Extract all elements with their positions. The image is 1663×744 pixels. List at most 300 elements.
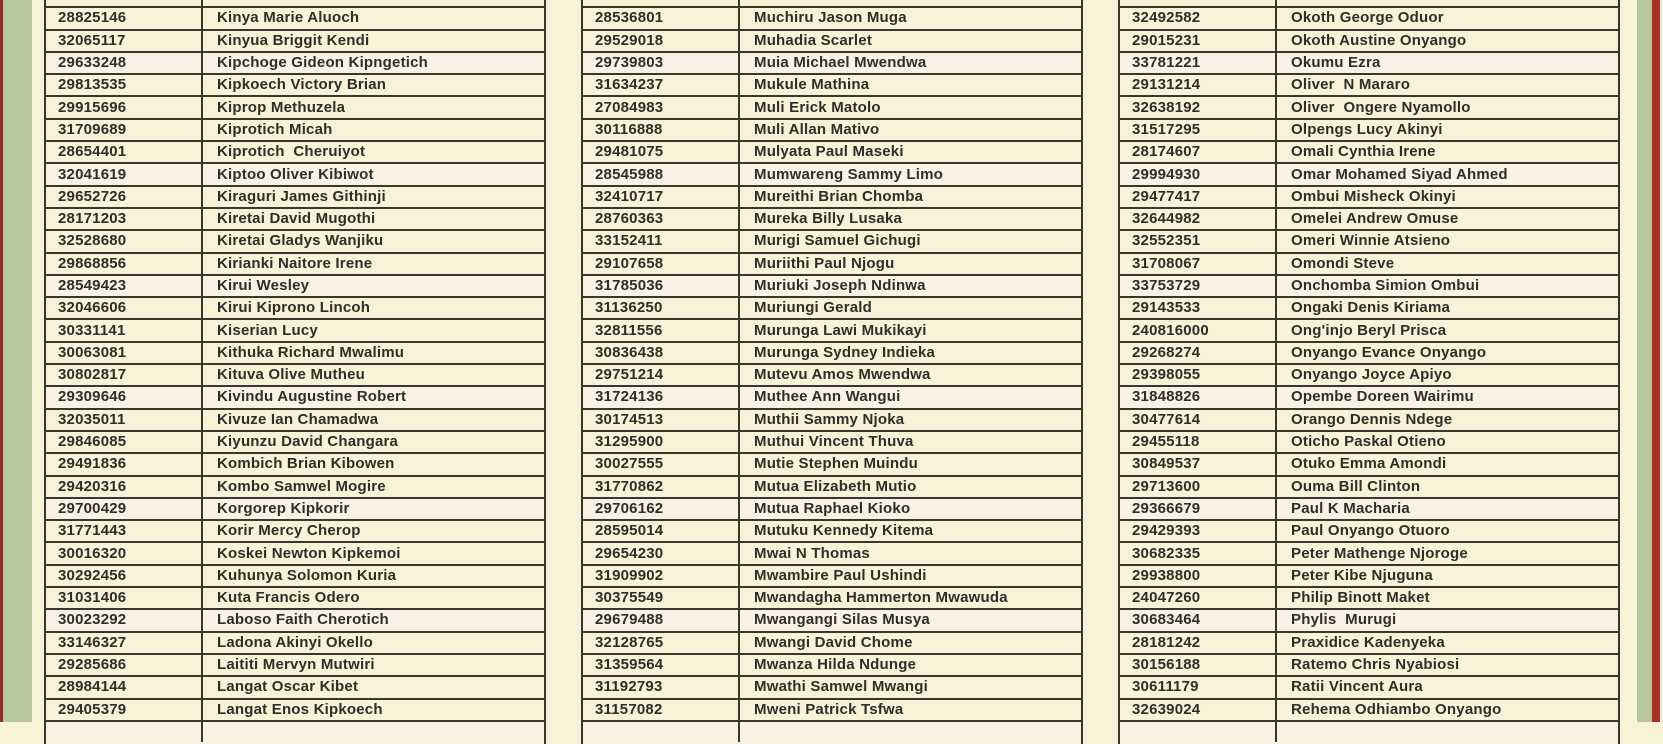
table-row: [46, 698, 544, 720]
table-row: [46, 95, 544, 117]
candidate-name-cell: Peter Mathenge Njoroge: [1291, 544, 1468, 562]
table-row: [583, 698, 1081, 720]
national-id-cell: 31634237: [583, 75, 740, 95]
page-margin-strip-left: [3, 0, 32, 722]
national-id-cell: 28595014: [583, 521, 740, 541]
candidate-name-cell: Muthui Vincent Thuva: [754, 433, 914, 451]
candidate-table-left: [44, 0, 546, 744]
national-id-cell: 32638192: [1120, 97, 1277, 117]
national-id-cell: 28825146: [46, 8, 203, 28]
candidate-name-cell: Orango Dennis Ndege: [1291, 410, 1453, 428]
national-id-cell: 32552351: [1120, 231, 1277, 251]
national-id-cell: 32811556: [583, 320, 740, 340]
national-id-cell: 29420316: [46, 477, 203, 497]
table-row: [583, 6, 1081, 28]
national-id-cell: 30016320: [46, 543, 203, 563]
candidate-name-cell: Muchiru Jason Muga: [754, 9, 907, 27]
candidate-name-cell: Laboso Faith Cherotich: [217, 611, 389, 629]
table-row: [583, 541, 1081, 563]
national-id-cell: 31136250: [583, 298, 740, 318]
candidate-name-cell: Ong'injo Beryl Prisca: [1291, 321, 1447, 339]
candidate-name-cell: Okoth Austine Onyango: [1291, 31, 1467, 49]
national-id-cell: 28171203: [46, 209, 203, 229]
table-row: [46, 452, 544, 474]
table-row-partial: [1120, 720, 1618, 742]
national-id-cell: 29107658: [583, 254, 740, 274]
candidate-name-cell: [740, 0, 1081, 6]
table-row: [583, 51, 1081, 73]
table-row: [1120, 318, 1618, 340]
table-row: [46, 73, 544, 95]
table-row: [46, 586, 544, 608]
national-id-cell: 29309646: [46, 387, 203, 407]
candidate-name-cell: Ouma Bill Clinton: [1291, 477, 1421, 495]
national-id-cell: 30174513: [583, 410, 740, 430]
table-row: [1120, 185, 1618, 207]
table-row: [1120, 274, 1618, 296]
national-id-cell: 28984144: [46, 677, 203, 697]
candidate-name-cell: Muriuki Joseph Ndinwa: [754, 277, 926, 294]
national-id-cell: 30023292: [46, 610, 203, 630]
table-row: [46, 341, 544, 363]
national-id-cell: 30802817: [46, 365, 203, 385]
candidate-name-cell: Kuta Francis Odero: [217, 589, 360, 607]
table-row: [1120, 452, 1618, 474]
table-row: [583, 564, 1081, 586]
table-row: [46, 274, 544, 296]
candidate-name-cell: Kithuka Richard Mwalimu: [217, 343, 405, 361]
national-id-cell: 29429393: [1120, 521, 1277, 541]
candidate-name-cell: Mwangi David Chome: [754, 633, 913, 651]
candidate-name-cell: Paul Onyango Otuoro: [1291, 522, 1450, 540]
candidate-name-cell: Mweni Patrick Tsfwa: [754, 700, 904, 718]
candidate-name-cell: Kombo Samwel Mogire: [217, 477, 386, 495]
table-row: [583, 95, 1081, 117]
candidate-name-cell: Mwambire Paul Ushindi: [754, 566, 927, 584]
candidate-name-cell: Ratii Vincent Aura: [1291, 678, 1423, 696]
national-id-cell: 30611179: [1120, 677, 1277, 697]
candidate-name-cell: Kiserian Lucy: [217, 321, 318, 339]
candidate-name-cell: Mwai N Thomas: [754, 544, 870, 562]
national-id-cell: 31909902: [583, 566, 740, 586]
candidate-name-cell: Okumu Ezra: [1291, 54, 1381, 72]
national-id-cell: 31770862: [583, 477, 740, 497]
candidate-name-cell: Mutua Raphael Kioko: [754, 499, 911, 517]
table-row: [1120, 475, 1618, 497]
table-row: [46, 229, 544, 251]
candidate-name-cell: Muthii Sammy Njoka: [754, 410, 905, 428]
table-row: [583, 207, 1081, 229]
table-row: [1120, 698, 1618, 720]
national-id-cell: 30027555: [583, 454, 740, 474]
table-row: [1120, 140, 1618, 162]
candidate-name-cell: Murigi Samuel Gichugi: [754, 232, 921, 250]
national-id-cell: 29131214: [1120, 75, 1277, 95]
national-id-cell: 31157082: [583, 700, 740, 720]
table-row: [583, 631, 1081, 653]
national-id-cell: 31709689: [46, 120, 203, 140]
candidate-name-cell: Mwathi Samwel Mwangi: [754, 678, 929, 696]
candidate-name-cell: Mulyata Paul Maseki: [754, 143, 904, 161]
table-row: [46, 6, 544, 28]
table-row: [46, 296, 544, 318]
candidate-name-cell: Praxidice Kadenyeka: [1291, 633, 1445, 651]
candidate-name-cell: Mwangangi Silas Musya: [754, 611, 930, 629]
candidate-name-cell: Ongaki Denis Kiriama: [1291, 299, 1451, 317]
national-id-cell: [583, 722, 740, 742]
table-row: [583, 341, 1081, 363]
national-id-cell: 29751214: [583, 365, 740, 385]
candidate-name-cell: Kivindu Augustine Robert: [217, 388, 407, 406]
candidate-name-cell: Omondi Steve: [1291, 254, 1395, 272]
table-row: [583, 497, 1081, 519]
candidate-name-cell: Kirui Wesley: [217, 277, 310, 294]
table-row: [583, 296, 1081, 318]
table-row: [1120, 608, 1618, 630]
table-row: [46, 363, 544, 385]
table-row: [46, 519, 544, 541]
national-id-cell: 28760363: [583, 209, 740, 229]
table-row-partial: [1120, 0, 1618, 6]
national-id-cell: 29143533: [1120, 298, 1277, 318]
national-id-cell: 29455118: [1120, 432, 1277, 452]
national-id-cell: [583, 0, 740, 6]
candidate-table-right: [1118, 0, 1620, 744]
table-row: [1120, 341, 1618, 363]
table-row: [1120, 541, 1618, 563]
national-id-cell: 32410717: [583, 187, 740, 207]
national-id-cell: 32041619: [46, 164, 203, 184]
table-row: [583, 274, 1081, 296]
table-row: [1120, 73, 1618, 95]
table-row: [46, 252, 544, 274]
candidate-name-cell: Onyango Evance Onyango: [1291, 343, 1487, 361]
national-id-cell: 29398055: [1120, 365, 1277, 385]
national-id-cell: 30292456: [46, 566, 203, 586]
national-id-cell: 28549423: [46, 276, 203, 296]
candidate-name-cell: Korir Mercy Cherop: [217, 522, 361, 540]
candidate-name-cell: Phylis Murugi: [1291, 611, 1397, 629]
national-id-cell: 29015231: [1120, 31, 1277, 51]
table-row: [583, 118, 1081, 140]
table-row: [583, 385, 1081, 407]
national-id-cell: 31848826: [1120, 387, 1277, 407]
national-id-cell: 32644982: [1120, 209, 1277, 229]
candidate-name-cell: Korgorep Kipkorir: [217, 499, 350, 517]
candidate-name-cell: Kiyunzu David Changara: [217, 433, 399, 451]
national-id-cell: 29633248: [46, 53, 203, 73]
table-row: [46, 675, 544, 697]
table-row: [46, 185, 544, 207]
table-row: [1120, 586, 1618, 608]
candidate-name-cell: Kiretai David Mugothi: [217, 210, 376, 228]
table-row: [1120, 430, 1618, 452]
candidate-name-cell: Kiprotich Micah: [217, 120, 333, 138]
national-id-cell: 29700429: [46, 499, 203, 519]
national-id-cell: 31785036: [583, 276, 740, 296]
candidate-name-cell: Kinyua Briggit Kendi: [217, 31, 370, 49]
table-row: [46, 118, 544, 140]
candidate-name-cell: Mureka Billy Lusaka: [754, 210, 903, 228]
candidate-name-cell: Mumwareng Sammy Limo: [754, 165, 944, 183]
candidate-name-cell: Otuko Emma Amondi: [1291, 455, 1447, 473]
candidate-name-cell: Mutua Elizabeth Mutio: [754, 477, 917, 495]
candidate-name-cell: Mureithi Brian Chomba: [754, 187, 924, 205]
table-row: [1120, 564, 1618, 586]
table-row: [46, 162, 544, 184]
candidate-name-cell: Kiptoo Oliver Kibiwot: [217, 165, 374, 183]
national-id-cell: 30156188: [1120, 655, 1277, 675]
candidate-name-cell: Oliver Ongere Nyamollo: [1291, 98, 1471, 116]
table-row: [46, 497, 544, 519]
national-id-cell: 31192793: [583, 677, 740, 697]
table-row: [583, 73, 1081, 95]
national-id-cell: 30116888: [583, 120, 740, 140]
candidate-name-cell: Opembe Doreen Wairimu: [1291, 388, 1474, 406]
candidate-name-cell: Murunga Lawi Mukikayi: [754, 321, 927, 339]
candidate-name-cell: [1277, 722, 1618, 742]
national-id-cell: 29846085: [46, 432, 203, 452]
candidate-name-cell: Kiretai Gladys Wanjiku: [217, 232, 384, 250]
national-id-cell: 29481075: [583, 142, 740, 162]
table-row: [46, 541, 544, 563]
national-id-cell: 29654230: [583, 543, 740, 563]
table-row: [1120, 519, 1618, 541]
candidate-name-cell: Muriungi Gerald: [754, 299, 873, 317]
candidate-name-cell: Omelei Andrew Omuse: [1291, 210, 1459, 228]
candidate-name-cell: [203, 0, 544, 6]
candidate-name-cell: Paul K Macharia: [1291, 499, 1410, 517]
candidate-name-cell: Mukule Mathina: [754, 76, 870, 94]
candidate-table-center: [581, 0, 1083, 744]
national-id-cell: 31031406: [46, 588, 203, 608]
table-row: [583, 252, 1081, 274]
candidate-name-cell: Omeri Winnie Atsieno: [1291, 232, 1451, 250]
national-id-cell: 29679488: [583, 610, 740, 630]
candidate-name-cell: Kivuze Ian Chamadwa: [217, 410, 379, 428]
page-edge-red-right: [1652, 0, 1660, 722]
table-row: [46, 51, 544, 73]
national-id-cell: 32035011: [46, 410, 203, 430]
candidate-name-cell: Kituva Olive Mutheu: [217, 366, 365, 384]
national-id-cell: 29868856: [46, 254, 203, 274]
candidate-name-cell: Rehema Odhiambo Onyango: [1291, 700, 1502, 718]
table-row: [46, 564, 544, 586]
national-id-cell: 31517295: [1120, 120, 1277, 140]
candidate-name-cell: [740, 722, 1081, 742]
candidate-name-cell: Mwanza Hilda Ndunge: [754, 656, 917, 674]
candidate-name-cell: Langat Enos Kipkoech: [217, 700, 383, 718]
national-id-cell: [1120, 0, 1277, 6]
national-id-cell: 30849537: [1120, 454, 1277, 474]
candidate-name-cell: Olpengs Lucy Akinyi: [1291, 120, 1443, 138]
national-id-cell: 28654401: [46, 142, 203, 162]
candidate-name-cell: Mutevu Amos Mwendwa: [754, 366, 931, 384]
national-id-cell: 29529018: [583, 31, 740, 51]
candidate-name-cell: Murunga Sydney Indieka: [754, 343, 936, 361]
national-id-cell: 240816000: [1120, 320, 1277, 340]
national-id-cell: 31359564: [583, 655, 740, 675]
national-id-cell: 30683464: [1120, 610, 1277, 630]
table-row: [1120, 207, 1618, 229]
national-id-cell: 32639024: [1120, 700, 1277, 720]
candidate-name-cell: Philip Binott Maket: [1291, 589, 1430, 607]
table-row: [46, 631, 544, 653]
table-row: [583, 229, 1081, 251]
candidate-name-cell: Muia Michael Mwendwa: [754, 54, 927, 72]
national-id-cell: 29713600: [1120, 477, 1277, 497]
national-id-cell: [46, 0, 203, 6]
page-margin-strip-right: [1637, 0, 1652, 722]
table-row: [583, 29, 1081, 51]
table-row: [46, 140, 544, 162]
table-row: [583, 162, 1081, 184]
national-id-cell: 30063081: [46, 343, 203, 363]
table-row: [583, 608, 1081, 630]
table-row: [46, 653, 544, 675]
table-row-partial: [46, 0, 544, 6]
candidate-name-cell: Muli Erick Matolo: [754, 98, 881, 116]
table-row: [1120, 229, 1618, 251]
national-id-cell: 32128765: [583, 633, 740, 653]
table-row: [583, 430, 1081, 452]
national-id-cell: 31771443: [46, 521, 203, 541]
table-row: [1120, 252, 1618, 274]
national-id-cell: 29938800: [1120, 566, 1277, 586]
table-row: [1120, 6, 1618, 28]
candidate-name-cell: Peter Kibe Njuguna: [1291, 566, 1433, 584]
table-row-partial: [46, 720, 544, 742]
table-row: [583, 675, 1081, 697]
national-id-cell: 33753729: [1120, 276, 1277, 296]
table-row: [583, 363, 1081, 385]
national-id-cell: 32065117: [46, 31, 203, 51]
national-id-cell: 28174607: [1120, 142, 1277, 162]
table-row: [1120, 363, 1618, 385]
national-id-cell: 30331141: [46, 320, 203, 340]
candidate-name-cell: Kuhunya Solomon Kuria: [217, 566, 397, 584]
table-row: [1120, 95, 1618, 117]
table-row: [583, 586, 1081, 608]
candidate-name-cell: Ladona Akinyi Okello: [217, 633, 373, 651]
candidate-name-cell: Kombich Brian Kibowen: [217, 455, 395, 473]
table-row: [583, 140, 1081, 162]
national-id-cell: 33781221: [1120, 53, 1277, 73]
table-row: [1120, 296, 1618, 318]
table-row: [583, 519, 1081, 541]
candidate-name-cell: Kipchoge Gideon Kipngetich: [217, 54, 429, 72]
national-id-cell: [46, 722, 203, 742]
candidate-name-cell: Okoth George Oduor: [1291, 9, 1444, 27]
national-id-cell: 29739803: [583, 53, 740, 73]
candidate-name-cell: Mutie Stephen Muindu: [754, 455, 918, 473]
candidate-name-cell: Oliver N Mararo: [1291, 76, 1411, 94]
candidate-name-cell: Muriithi Paul Njogu: [754, 254, 895, 272]
table-row: [583, 318, 1081, 340]
national-id-cell: 33146327: [46, 633, 203, 653]
national-id-cell: 29813535: [46, 75, 203, 95]
table-row: [583, 452, 1081, 474]
table-row: [583, 653, 1081, 675]
national-id-cell: 29915696: [46, 97, 203, 117]
candidate-name-cell: [203, 722, 544, 742]
candidate-name-cell: Kipkoech Victory Brian: [217, 76, 387, 94]
national-id-cell: 29285686: [46, 655, 203, 675]
national-id-cell: 33152411: [583, 231, 740, 251]
candidate-name-cell: Mutuku Kennedy Kitema: [754, 522, 934, 540]
candidate-name-cell: Ratemo Chris Nyabiosi: [1291, 656, 1460, 674]
candidate-name-cell: Laititi Mervyn Mutwiri: [217, 656, 375, 674]
table-row: [46, 475, 544, 497]
candidate-name-cell: Omar Mohamed Siyad Ahmed: [1291, 165, 1508, 183]
table-row-partial: [583, 0, 1081, 6]
national-id-cell: 32528680: [46, 231, 203, 251]
table-row: [46, 385, 544, 407]
national-id-cell: 31295900: [583, 432, 740, 452]
candidate-name-cell: Muli Allan Mativo: [754, 120, 880, 138]
candidate-name-cell: Langat Oscar Kibet: [217, 678, 359, 696]
candidate-name-cell: Muthee Ann Wangui: [754, 388, 901, 406]
table-row: [46, 207, 544, 229]
table-row: [46, 318, 544, 340]
national-id-cell: 32492582: [1120, 8, 1277, 28]
national-id-cell: 29994930: [1120, 164, 1277, 184]
candidate-name-cell: Kirianki Naitore Irene: [217, 254, 373, 272]
national-id-cell: 31708067: [1120, 254, 1277, 274]
table-row: [1120, 51, 1618, 73]
national-id-cell: 30477614: [1120, 410, 1277, 430]
national-id-cell: 28545988: [583, 164, 740, 184]
national-id-cell: 29366679: [1120, 499, 1277, 519]
table-row-partial: [583, 720, 1081, 742]
table-row: [1120, 118, 1618, 140]
national-id-cell: 28181242: [1120, 633, 1277, 653]
table-row: [583, 185, 1081, 207]
candidate-name-cell: [1277, 0, 1618, 6]
national-id-cell: 30836438: [583, 343, 740, 363]
table-row: [46, 608, 544, 630]
table-row: [46, 408, 544, 430]
national-id-cell: 29268274: [1120, 343, 1277, 363]
table-row: [1120, 385, 1618, 407]
candidate-name-cell: Kirui Kiprono Lincoh: [217, 299, 371, 317]
table-row: [1120, 653, 1618, 675]
table-row: [1120, 675, 1618, 697]
candidate-name-cell: Muhadia Scarlet: [754, 31, 873, 49]
national-id-cell: 29706162: [583, 499, 740, 519]
national-id-cell: 27084983: [583, 97, 740, 117]
national-id-cell: 29652726: [46, 187, 203, 207]
national-id-cell: 29405379: [46, 700, 203, 720]
table-row: [1120, 29, 1618, 51]
national-id-cell: [1120, 722, 1277, 742]
candidate-name-cell: Kinya Marie Aluoch: [217, 9, 360, 27]
table-row: [46, 29, 544, 51]
national-id-cell: 28536801: [583, 8, 740, 28]
table-row: [46, 430, 544, 452]
national-id-cell: 24047260: [1120, 588, 1277, 608]
table-row: [583, 475, 1081, 497]
candidate-name-cell: Kiraguri James Githinji: [217, 187, 386, 205]
national-id-cell: 29491836: [46, 454, 203, 474]
national-id-cell: 31724136: [583, 387, 740, 407]
candidate-name-cell: Omali Cynthia Irene: [1291, 143, 1436, 161]
national-id-cell: 32046606: [46, 298, 203, 318]
national-id-cell: 30682335: [1120, 543, 1277, 563]
national-id-cell: 30375549: [583, 588, 740, 608]
candidate-name-cell: Kiprop Methuzela: [217, 98, 346, 116]
candidate-name-cell: Ombui Misheck Okinyi: [1291, 187, 1456, 205]
